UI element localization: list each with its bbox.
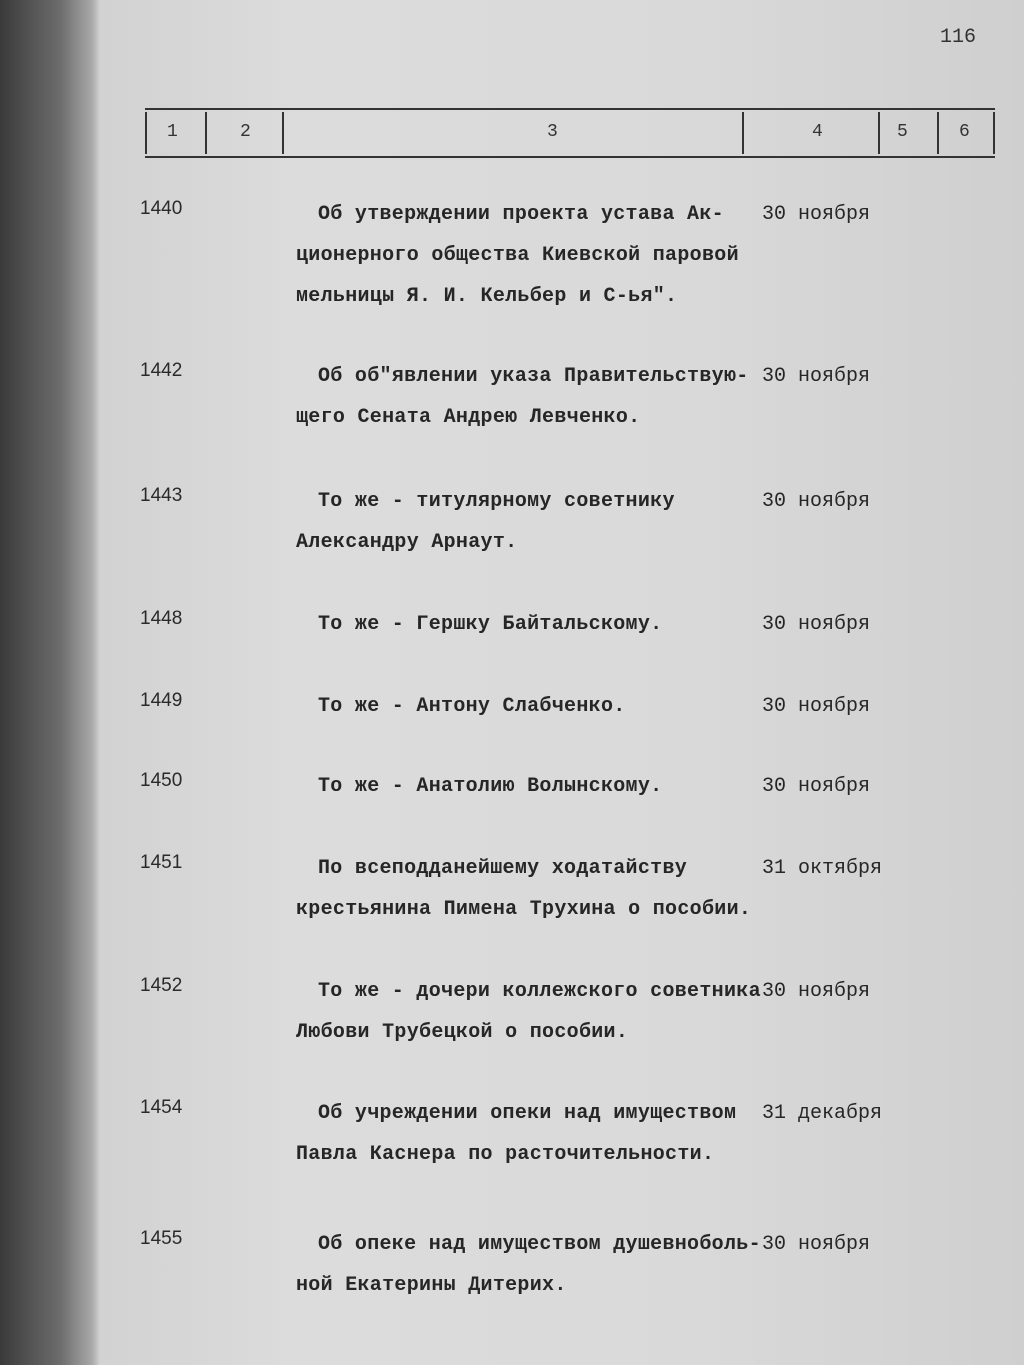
column-header-5: 5 <box>897 122 908 142</box>
entry-number: 1448 <box>140 608 183 629</box>
entry-description <box>296 1224 761 1306</box>
entry-date: 30 ноября <box>762 490 871 513</box>
column-divider <box>937 112 939 154</box>
entry-number: 1440 <box>140 198 183 219</box>
entry-date: 31 октября <box>762 857 883 880</box>
entry-number: 1443 <box>140 485 183 506</box>
entry-description <box>296 481 675 563</box>
page-number: 116 <box>940 26 977 49</box>
entry-number: 1452 <box>140 975 183 996</box>
entry-description <box>296 604 662 645</box>
column-header-1: 1 <box>167 122 178 142</box>
entry-date: 30 ноября <box>762 203 871 226</box>
entry-number: 1455 <box>140 1228 183 1249</box>
description-line: Об утверждении проекта устава Ак- <box>318 203 724 226</box>
entry-description <box>296 971 761 1053</box>
entry-date: 30 ноября <box>762 775 871 798</box>
entry-number: 1451 <box>140 852 183 873</box>
description-line: То же - дочери коллежского советника <box>318 980 761 1003</box>
description-line: Павла Каснера по расточительности. <box>296 1143 715 1166</box>
entry-date: 31 декабря <box>762 1102 883 1125</box>
column-divider <box>878 112 880 154</box>
description-line: Любови Трубецкой о пособии. <box>296 1021 629 1044</box>
entry-description <box>296 356 749 438</box>
column-header-row <box>145 108 995 158</box>
entry-date: 30 ноября <box>762 980 871 1003</box>
entry-date: 30 ноября <box>762 695 871 718</box>
column-header-6: 6 <box>959 122 970 142</box>
entry-description <box>296 194 739 317</box>
description-line: То же - Гершку Байтальскому. <box>318 613 663 636</box>
column-divider <box>993 112 995 154</box>
column-divider <box>205 112 207 154</box>
entry-description <box>296 848 751 930</box>
description-line: То же - Антону Слабченко. <box>318 695 626 718</box>
description-line: Об учреждении опеки над имуществом <box>318 1102 737 1125</box>
entry-description <box>296 686 626 727</box>
entry-date: 30 ноября <box>762 613 871 636</box>
column-header-2: 2 <box>240 122 251 142</box>
description-line: ной Екатерины Дитерих. <box>296 1274 567 1297</box>
entry-description <box>296 766 662 807</box>
description-line: То же - Анатолию Волынскому. <box>318 775 663 798</box>
description-line: крестьянина Пимена Трухина о пособии. <box>296 898 752 921</box>
column-header-3: 3 <box>547 122 558 142</box>
header-top-rule <box>145 108 995 110</box>
column-header-4: 4 <box>812 122 823 142</box>
description-line: То же - титулярному советнику <box>318 490 675 513</box>
entry-date: 30 ноября <box>762 1233 871 1256</box>
entry-date: 30 ноября <box>762 365 871 388</box>
entry-number: 1450 <box>140 770 183 791</box>
description-line: Об опеке над имуществом душевноболь- <box>318 1233 761 1256</box>
description-line: По всеподданейшему ходатайству <box>318 857 688 880</box>
column-divider <box>742 112 744 154</box>
description-line: ционерного общества Киевской паровой <box>296 244 739 267</box>
description-line: щего Сената Андрею Левченко. <box>296 406 641 429</box>
description-line: мельницы Я. И. Кельбер и С-ья". <box>296 285 678 308</box>
header-bottom-rule <box>145 156 995 158</box>
description-line: Об об"явлении указа Правительствую- <box>318 365 749 388</box>
entry-description <box>296 1093 736 1175</box>
entry-number: 1449 <box>140 690 183 711</box>
column-divider <box>282 112 284 154</box>
entry-number: 1454 <box>140 1097 183 1118</box>
entry-number: 1442 <box>140 360 183 381</box>
description-line: Александру Арнаут. <box>296 531 518 554</box>
column-divider <box>145 112 147 154</box>
